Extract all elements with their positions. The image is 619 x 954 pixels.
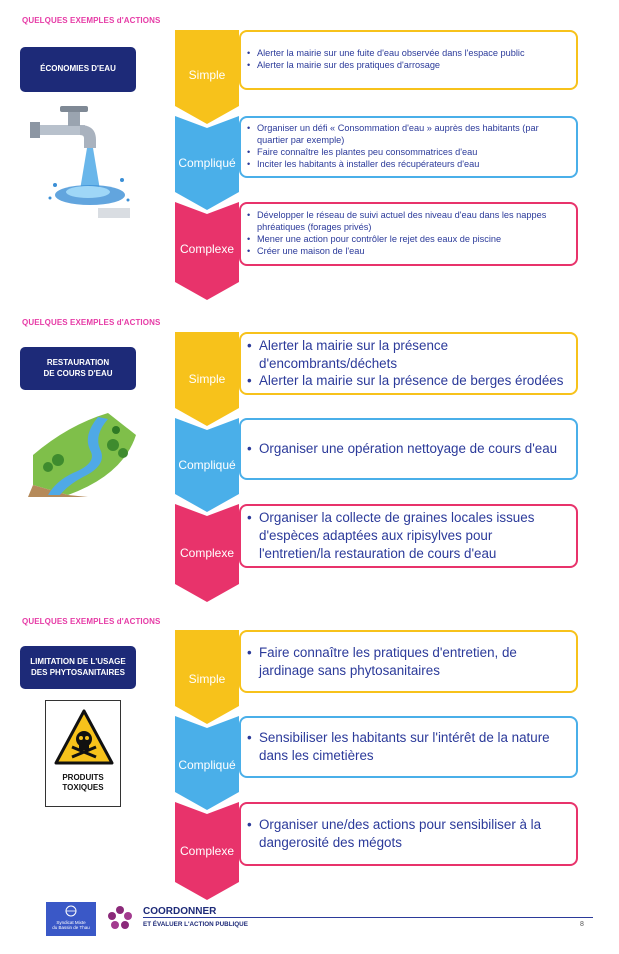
logo-caption (46, 920, 96, 931)
action-item: • Créer une maison de l'eau (247, 246, 566, 258)
action-item: • Développer le réseau de suivi actuel des niveau d'eau dans les nappes phréatiques (forages privés) (247, 210, 566, 234)
step-chevron-complexe (175, 504, 239, 598)
action-item: • Organiser une opération nettoyage de cours d'eau (247, 440, 566, 458)
step-box-complexe (239, 504, 578, 568)
topic-line: LIMITATION DE L'USAGE (30, 656, 126, 666)
globe-icon (65, 905, 77, 917)
action-item: • Inciter les habitants à installer des récupérateurs d'eau (247, 159, 566, 171)
step-chevron-simple (175, 630, 239, 724)
step-label: Simple (188, 672, 226, 686)
step-chevron-complexe (175, 202, 239, 296)
step-box-simple (239, 630, 578, 693)
sign-line: PRODUITS (62, 773, 104, 782)
step-box-complique (239, 418, 578, 480)
step-box-complexe (239, 802, 578, 866)
logo-line: du Bassin de Thau (52, 925, 90, 931)
topic-line: ÉCONOMIES D'EAU (40, 64, 116, 74)
action-item: • Alerter la mairie sur une fuite d'eau observée dans l'espace public (247, 48, 566, 60)
topic-line: DE COURS D'EAU (43, 368, 113, 378)
step-label: Complexe (179, 844, 235, 858)
step-chevron-complique (175, 418, 239, 512)
step-label: Simple (188, 372, 226, 386)
footer-subtitle: ET ÉVALUER L'ACTION PUBLIQUE (143, 921, 248, 928)
step-label: Compliqué (178, 758, 236, 772)
footer-title: COORDONNER (143, 906, 217, 917)
step-label: Simple (188, 68, 226, 82)
topic-line: RESTAURATION (46, 357, 110, 367)
step-box-complexe (239, 202, 578, 266)
topic-line: DES PHYTOSANITAIRES (31, 667, 125, 677)
action-item: • Alerter la mairie sur la présence d'encombrants/déchets (247, 337, 566, 372)
skull-warning-icon (54, 709, 114, 767)
action-item: • Faire connaître les pratiques d'entretien, de jardinage sans phytosanitaires (247, 644, 566, 679)
step-box-simple (239, 30, 578, 90)
river-illustration (28, 405, 138, 497)
footer-divider (143, 917, 593, 918)
step-label: Complexe (179, 242, 235, 256)
syndicat-logo (46, 902, 96, 936)
topic-label (20, 646, 136, 689)
step-box-simple (239, 332, 578, 395)
page-number: 8 (580, 921, 584, 928)
topic-label (20, 347, 136, 390)
toxic-warning-sign (45, 700, 121, 807)
sign-line: TOXIQUES (62, 783, 104, 793)
section-kicker: QUELQUES EXEMPLES d'ACTIONS (22, 16, 161, 25)
action-item: • Sensibiliser les habitants sur l'intérêt de la nature dans les cimetières (247, 729, 566, 764)
action-item: • Alerter la mairie sur la présence de berges érodées (247, 372, 566, 390)
action-item: • Mener une action pour contrôler le rejet des eaux de piscine (247, 234, 566, 246)
topic-label (20, 47, 136, 92)
step-box-complique (239, 716, 578, 778)
section-kicker: QUELQUES EXEMPLES d'ACTIONS (22, 617, 161, 626)
action-item: • Organiser un défi « Consommation d'eau » auprès des habitants (par quartier par exemple) (247, 123, 566, 147)
logo-line: Syndicat Mixte (56, 920, 86, 925)
step-chevron-complique (175, 116, 239, 210)
action-item: • Faire connaître les plantes peu consommatrices d'eau (247, 147, 566, 159)
step-label: Complexe (179, 546, 235, 560)
step-chevron-complique (175, 716, 239, 810)
step-box-complique (239, 116, 578, 178)
action-item: • Organiser la collecte de graines locales issues d'espèces adaptées aux ripisylves pour l'entretien/la restauration de cours d'eau (247, 509, 566, 562)
step-label: Compliqué (178, 156, 236, 170)
section-kicker: QUELQUES EXEMPLES d'ACTIONS (22, 318, 161, 327)
flower-logo-icon (106, 904, 134, 932)
sign-caption (46, 773, 120, 794)
faucet-illustration (30, 100, 135, 220)
action-item: • Organiser une/des actions pour sensibiliser à la dangerosité des mégots (247, 816, 566, 851)
action-item: • Alerter la mairie sur des pratiques d'arrosage (247, 60, 566, 72)
step-label: Compliqué (178, 458, 236, 472)
step-chevron-simple (175, 332, 239, 426)
step-chevron-complexe (175, 802, 239, 896)
step-chevron-simple (175, 30, 239, 124)
